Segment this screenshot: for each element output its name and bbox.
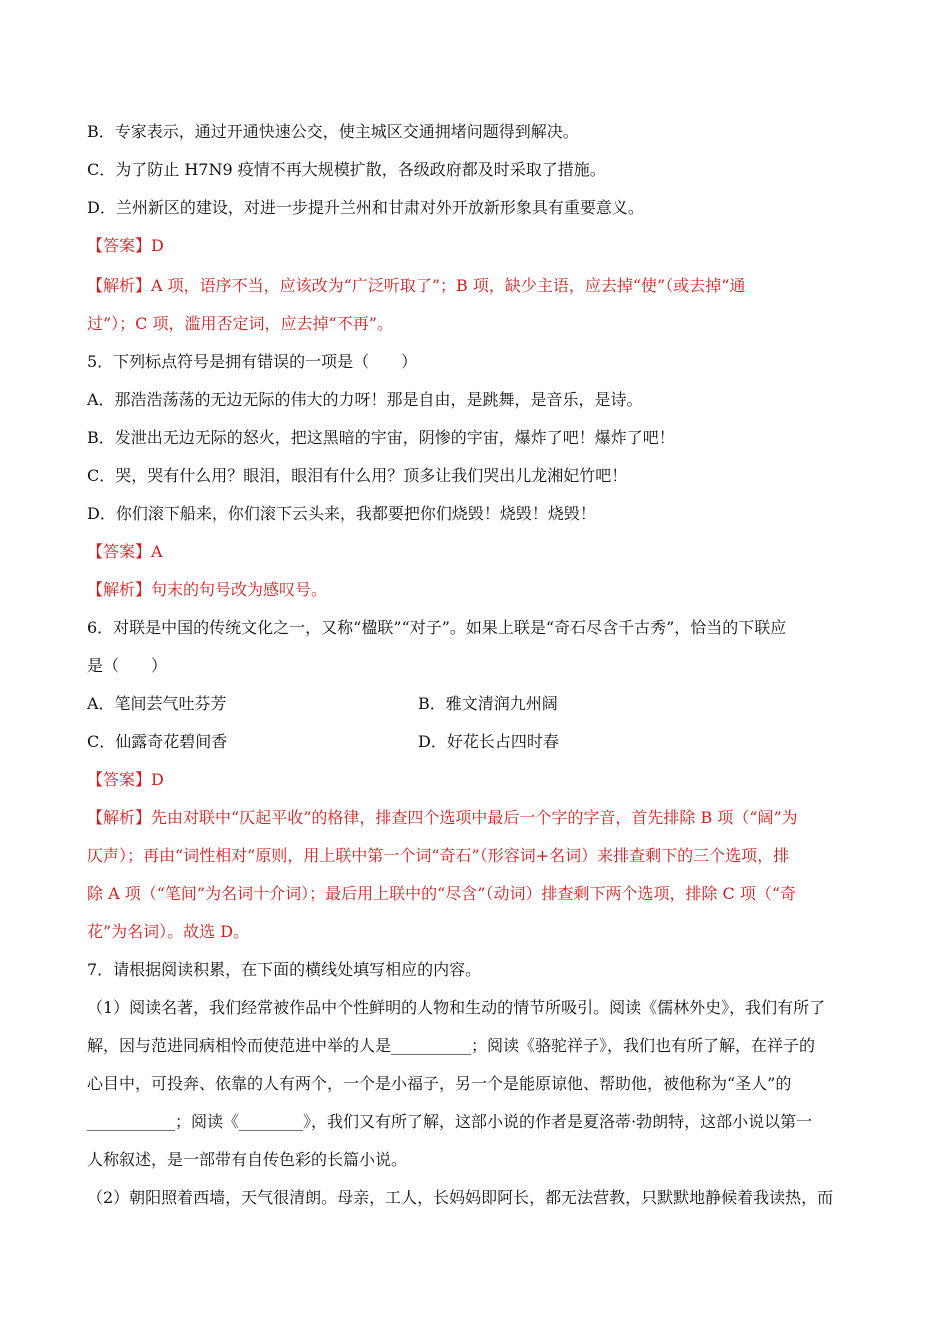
q6-answer: [87, 770, 164, 790]
q4-analysis-line-2: 过”）；C 项，滥用否定词，应去掉“不再”。: [87, 314, 393, 333]
q7-part1-line-4: ___________；阅读《________》，我们又有所了解，这部小说的作者是夏洛蒂·勃朗特，这部小说以第一: [87, 1112, 813, 1131]
answer-tag: 【答案】: [87, 542, 152, 561]
q5-option-d: D．你们滚下船来，你们滚下云头来，我都要把你们烧毁！烧毁！烧毁！: [87, 504, 596, 523]
q4-option-b: B．专家表示，通过开通快速公交，使主城区交通拥堵问题得到解决。: [87, 122, 579, 141]
q7-part1-line-1: （1）阅读名著，我们经常被作品中个性鲜明的人物和生动的情节所吸引。阅读《儒林外史》，我们有所了: [87, 998, 826, 1017]
q6-analysis-line-4: 花”为名词）。故选 D。: [87, 922, 250, 941]
q6-option-d: D．好花长占四时春: [418, 732, 559, 751]
q6-option-a: A．笔间芸气吐芬芳: [87, 694, 227, 713]
answer-tag: 【答案】: [87, 770, 152, 789]
q7-part1-line-5: 人称叙述，是一部带有自传色彩的长篇小说。: [87, 1150, 408, 1169]
analysis-text: 先由对联中“仄起平收”的格律，排查四个选项中最后一个字的字音，首先排除 B 项（“阔”为: [151, 808, 798, 827]
q6-analysis-line-2: 仄声）；再由“词性相对”原则，用上联中第一个词“奇石”（形容词+名词）来排查剩下的三个选项，排: [87, 846, 790, 865]
q5-option-c: C．哭，哭有什么用？眼泪，眼泪有什么用？顶多让我们哭出儿龙湘妃竹吧！: [87, 466, 628, 485]
q7-stem: 7．请根据阅读积累，在下面的横线处填写相应的内容。: [87, 960, 482, 979]
answer-tag: 【答案】: [87, 236, 152, 255]
answer-value: A: [151, 542, 163, 561]
q5-answer: [87, 542, 163, 562]
analysis-tag: 【解析】: [87, 808, 152, 827]
analysis-tag: 【解析】: [87, 276, 152, 295]
q5-option-a: A．那浩浩荡荡的无边无际的伟大的力呀！那是自由，是跳舞，是音乐，是诗。: [87, 390, 643, 409]
answer-value: D: [151, 236, 164, 255]
q5-option-b: B．发泄出无边无际的怒火，把这黑暗的宇宙，阴惨的宇宙，爆炸了吧！爆炸了吧！: [87, 428, 675, 447]
q5-analysis: [87, 580, 327, 600]
q6-stem-line-2: 是（ ）: [87, 656, 168, 675]
q7-part1-line-3: 心目中，可投奔、依靠的人有两个，一个是小福子，另一个是能原谅他、帮助他，被他称为“圣人”的: [87, 1074, 792, 1093]
q5-stem: 5．下列标点符号是拥有错误的一项是（ ）: [87, 352, 418, 371]
q4-answer: [87, 236, 164, 256]
q6-option-c: C．仙露奇花碧间香: [87, 732, 228, 751]
answer-value: D: [151, 770, 164, 789]
q6-option-b: B．雅文清润九州阔: [418, 694, 558, 713]
analysis-text: 句末的句号改为感叹号。: [151, 580, 328, 599]
q6-analysis-line-3: 除 A 项（“笔间”为名词十介词）；最后用上联中的“尽含”（动词）排查剩下两个选项，排除 C 项（“奇: [87, 884, 797, 903]
q6-stem-line-1: 6．对联是中国的传统文化之一，又称“楹联”“对子”。如果上联是“奇石尽含千古秀”，恰当的下联应: [87, 618, 787, 637]
q7-part1-line-2: 解，因与范进同病相怜而使范进中举的人是__________；阅读《骆驼祥子》，我们也有所了解，在祥子的: [87, 1036, 816, 1055]
q4-analysis-line-1: [87, 276, 745, 296]
q6-analysis-line-1: [87, 808, 798, 828]
q4-option-c: C．为了防止 H7N9 疫情不再大规模扩散，各级政府都及时采取了措施。: [87, 160, 606, 179]
q4-option-d: D．兰州新区的建设，对进一步提升兰州和甘肃对外开放新形象具有重要意义。: [87, 198, 644, 217]
analysis-tag: 【解析】: [87, 580, 152, 599]
analysis-text: A 项，语序不当，应该改为“广泛听取了”；B 项，缺少主语，应去掉“使”（或去掉“通: [151, 276, 746, 295]
q7-part2-line-1: （2）朝阳照着西墙，天气很清朗。母亲，工人，长妈妈即阿长，都无法营教，只默默地静候着我读热，而: [87, 1188, 834, 1207]
